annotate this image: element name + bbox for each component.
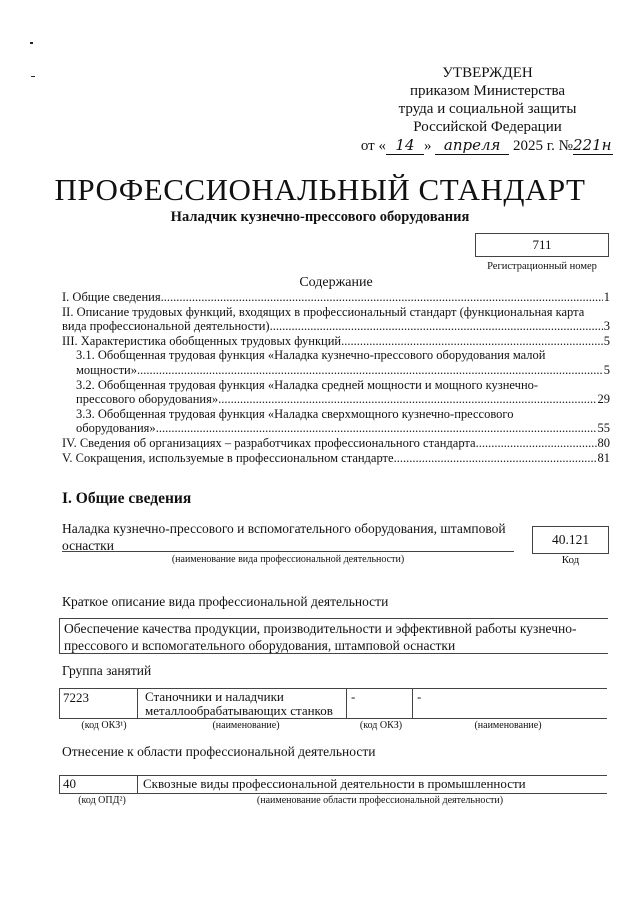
handwritten-day: 14: [386, 136, 424, 155]
toc-item-text: V. Сокращения, используемые в профессиональном стандарте: [62, 450, 394, 465]
table-of-contents: [62, 290, 610, 465]
toc-item-page: 81: [597, 450, 610, 465]
toc-item-text: III. Характеристика обобщенных трудовых функций: [62, 333, 342, 348]
okz-code-cell: 7223: [63, 690, 89, 705]
registration-number-box: 711: [475, 233, 609, 257]
toc-title: Содержание: [299, 275, 373, 290]
toc-item-text: оборудования»: [76, 421, 156, 436]
scan-speck: [31, 76, 35, 77]
toc-item-text-line: II. Описание трудовых функций, входящих в профессиональный стандарт (функциональная карта: [62, 304, 585, 319]
toc-item-text: мощности»: [76, 362, 137, 377]
toc-item-page: 80: [597, 435, 610, 450]
toc-item-text-line: 3.1. Обобщенная трудовая функция «Наладка кузнечно-прессового оборудования малой: [76, 348, 546, 363]
approval-line: труда и социальной защиты: [398, 101, 577, 117]
toc-item-page: 5: [603, 333, 610, 348]
opd-code-cell: 40: [63, 776, 76, 791]
brief-description-text: Обеспечение качества продукции, производительности и эффективной работы кузнечно-прессового и вспомогательного оборудования, штамповой оснастки: [64, 621, 577, 653]
toc-item-text: IV. Сведения об организациях – разработчиках профессионального стандарта: [62, 435, 476, 450]
approval-line: приказом Министерства: [409, 83, 566, 99]
opd-code-caption: (код ОПД²): [78, 795, 126, 806]
activity-underline: [62, 551, 514, 552]
occupation-group-label: Группа занятий: [62, 663, 152, 678]
toc-item-page: 1: [603, 290, 610, 304]
opd-name-cell: Сквозные виды профессиональной деятельности в промышленности: [143, 776, 526, 791]
activity-caption: (наименование вида профессиональной деятельности): [171, 554, 405, 565]
activity-code-box: 40.121: [532, 526, 609, 554]
activity-area-table: [59, 775, 607, 794]
okz-code-cell-2: -: [351, 689, 356, 704]
registration-number-label: Регистрационный номер: [487, 261, 597, 272]
okz-name-caption-2: (наименование): [474, 720, 542, 731]
date-prefix: от «: [360, 138, 386, 154]
toc-item-page: 55: [597, 421, 610, 436]
okz-code-caption-2: (код ОКЗ): [359, 720, 403, 731]
approval-date-line: [360, 136, 615, 155]
document-title: ПРОФЕССИОНАЛЬНЫЙ СТАНДАРТ: [54, 172, 586, 207]
toc-item[interactable]: [62, 451, 610, 466]
toc-item[interactable]: [62, 392, 610, 407]
okz-name-cell-2: -: [417, 689, 422, 704]
occupation-table: [59, 688, 607, 719]
toc-item-text-line: 3.3. Обобщенная трудовая функция «Наладка сверхмощного кузнечно-прессового: [76, 406, 514, 421]
date-mid: »: [423, 138, 432, 154]
toc-item-page: 3: [603, 319, 610, 334]
toc-item-text: прессового оборудования»: [76, 392, 219, 407]
okz-code-caption: (код ОКЗ¹): [81, 720, 127, 731]
okz-name-cell: Станочники и наладчики металлообрабатывающих станков: [145, 689, 333, 718]
toc-item-page: 5: [603, 362, 610, 377]
activity-name: Наладка кузнечно-прессового и вспомогательного оборудования, штамповой оснастки: [62, 521, 506, 553]
handwritten-order-number: 221н: [573, 136, 612, 154]
brief-description-label: Краткое описание вида профессиональной деятельности: [62, 594, 389, 609]
toc-item-text: вида профессиональной деятельности): [62, 319, 270, 334]
section-heading: I. Общие сведения: [62, 490, 192, 507]
approval-block: [360, 64, 615, 155]
document-subtitle: Наладчик кузнечно-прессового оборудования: [170, 209, 470, 225]
date-year: 2025 г. №: [512, 138, 573, 154]
toc-item[interactable]: [62, 290, 610, 305]
toc-item[interactable]: [62, 334, 610, 349]
approval-title: УТВЕРЖДЕН: [442, 65, 533, 81]
toc-item[interactable]: [62, 363, 610, 378]
approval-line: Российской Федерации: [413, 119, 562, 135]
okz-name-caption: (наименование): [212, 720, 280, 731]
toc-item-page: 29: [597, 392, 610, 407]
activity-area-label: Отнесение к области профессиональной деятельности: [62, 744, 376, 759]
toc-item[interactable]: [62, 421, 610, 436]
scan-speck: [30, 42, 33, 44]
handwritten-month: апреля: [435, 136, 509, 155]
opd-name-caption: (наименование области профессиональной деятельности): [256, 795, 504, 806]
toc-item-text: I. Общие сведения: [62, 290, 161, 304]
toc-item[interactable]: [62, 319, 610, 334]
toc-item-text-line: 3.2. Обобщенная трудовая функция «Наладка средней мощности и мощного кузнечно-: [76, 377, 539, 392]
toc-item[interactable]: [62, 436, 610, 451]
activity-code-label: Код: [561, 554, 580, 566]
